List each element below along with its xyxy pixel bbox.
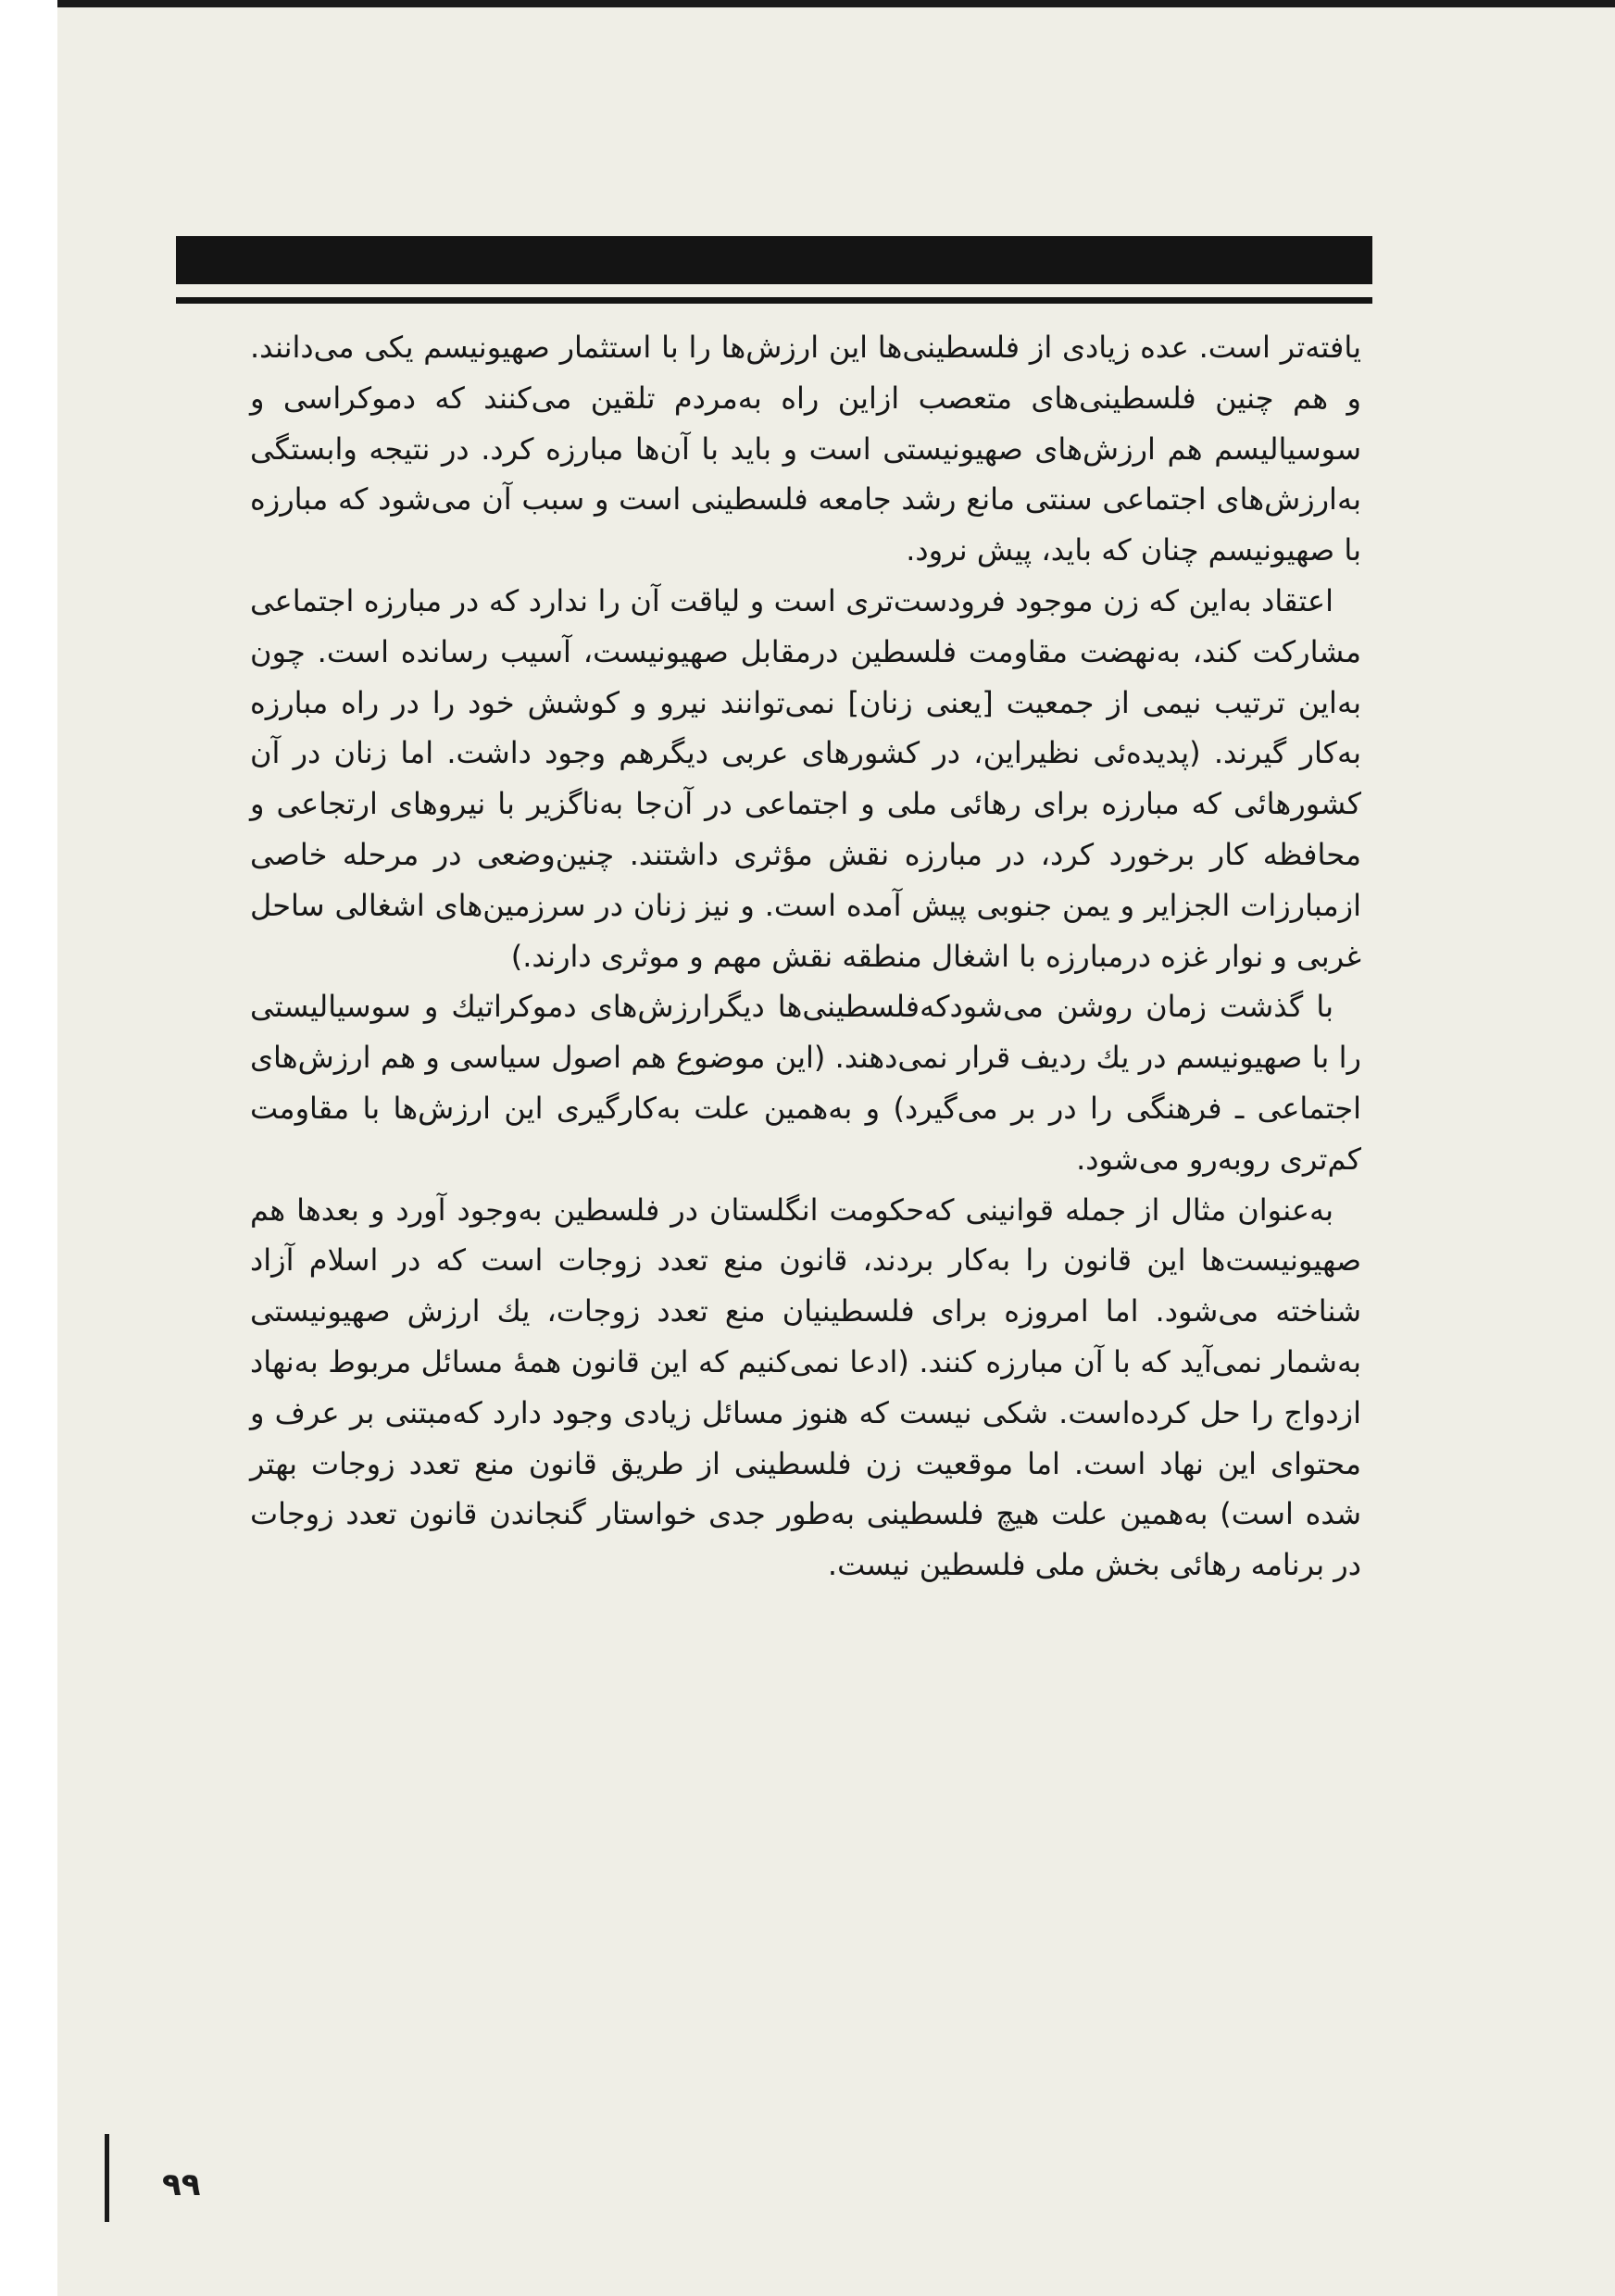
page-number: ۹۹ xyxy=(162,2166,201,2203)
paragraph-4: به‌عنوان مثال از جمله قوانینی که‌حکومت انگلستان در فلسطین به‌وجود آورد و بعدها هم صهیونیست‌ها این قانون را به‌کار بردند، قانون منع تعدد زوجات است که در اسلام آزاد شناخته می‌شود. اما امروزه برای فلسطینیان منع تعدد زوجات، یك ارزش صهیونیستی به‌شمار نمی‌آید که با آن مبارزه کنند. (ادعا نمی‌کنیم که این قانون همهٔ مسائل مربوط به‌نهاد ازدواج را حل کرده‌است. شکی نیست که هنوز مسائل زیادی وجود دارد که‌مبتنی بر عرف و محتوای این نهاد است. اما موقعیت زن فلسطینی از طریق قانون منع تعدد زوجات بهتر شده است) به‌همین علت هیچ فلسطینی به‌طور جدی خواستار گنجاندن قانون تعدد زوجات در برنامه رهائی بخش ملی فلسطین نیست. xyxy=(250,1192,1361,1583)
header-rule xyxy=(176,297,1372,304)
paragraph-3: با گذشت زمان روشن می‌شودکه‌فلسطینی‌ها دیگرارزش‌های دموکراتیك و سوسیالیستی را با صهیونیسم در یك ردیف قرار نمی‌دهند. (این موضوع هم اصول سیاسی و هم ارزش‌های اجتماعی ـ فرهنگی را در بر می‌گیرد) و به‌همین علت به‌کارگیری این ارزش‌ها با مقاومت کم‌تری روبه‌رو می‌شود. xyxy=(250,989,1361,1177)
body-text xyxy=(250,322,1361,1591)
margin-mark xyxy=(105,2134,109,2222)
header-bar xyxy=(176,236,1372,284)
paragraph-1: یافته‌تر است. عده زیادی از فلسطینی‌ها این ارزش‌ها را با استثمار صهیونیسم یکی می‌دانند. و هم چنین فلسطینی‌های متعصب ازاین راه به‌مردم تلقین می‌کنند که دموکراسی و سوسیالیسم هم ارزش‌های صهیونیستی است و باید با آن‌ها مبارزه کرد. در نتیجه وابستگی به‌ارزش‌های اجتماعی سنتی مانع رشد جامعه فلسطینی است و سبب آن می‌شود که مبارزه با صهیونیسم چنان که باید، پیش نرود. xyxy=(250,330,1361,568)
paragraph-2: اعتقاد به‌این که زن موجود فرودست‌تری است و لیاقت آن را ندارد که در مبارزه اجتماعی مشارکت کند، به‌نهضت مقاومت فلسطین درمقابل صهیونیست، آسیب رسانده است. چون به‌این ترتیب نیمی از جمعیت [یعنی زنان] نمی‌توانند نیرو و کوشش خود را در راه مبارزه به‌کار گیرند. (پدیده‌ئی نظیراین، در کشورهای عربی دیگرهم وجود داشت. اما زنان در آن کشورهائی که مبارزه برای رهائی ملی و اجتماعی در آن‌جا به‌ناگزیر با نیروهای ارتجاعی و محافظه کار برخورد کرد، در مبارزه نقش مؤثری داشتند. چنین‌وضعی در مرحله خاصی ازمبارزات الجزایر و یمن جنوبی پیش آمده است. و نیز زنان در سرزمین‌های اشغالی ساحل غربی و نوار غزه درمبارزه با اشغال منطقه نقش مهم و موثری دارند.) xyxy=(250,582,1361,974)
page-top-edge xyxy=(57,0,1615,7)
